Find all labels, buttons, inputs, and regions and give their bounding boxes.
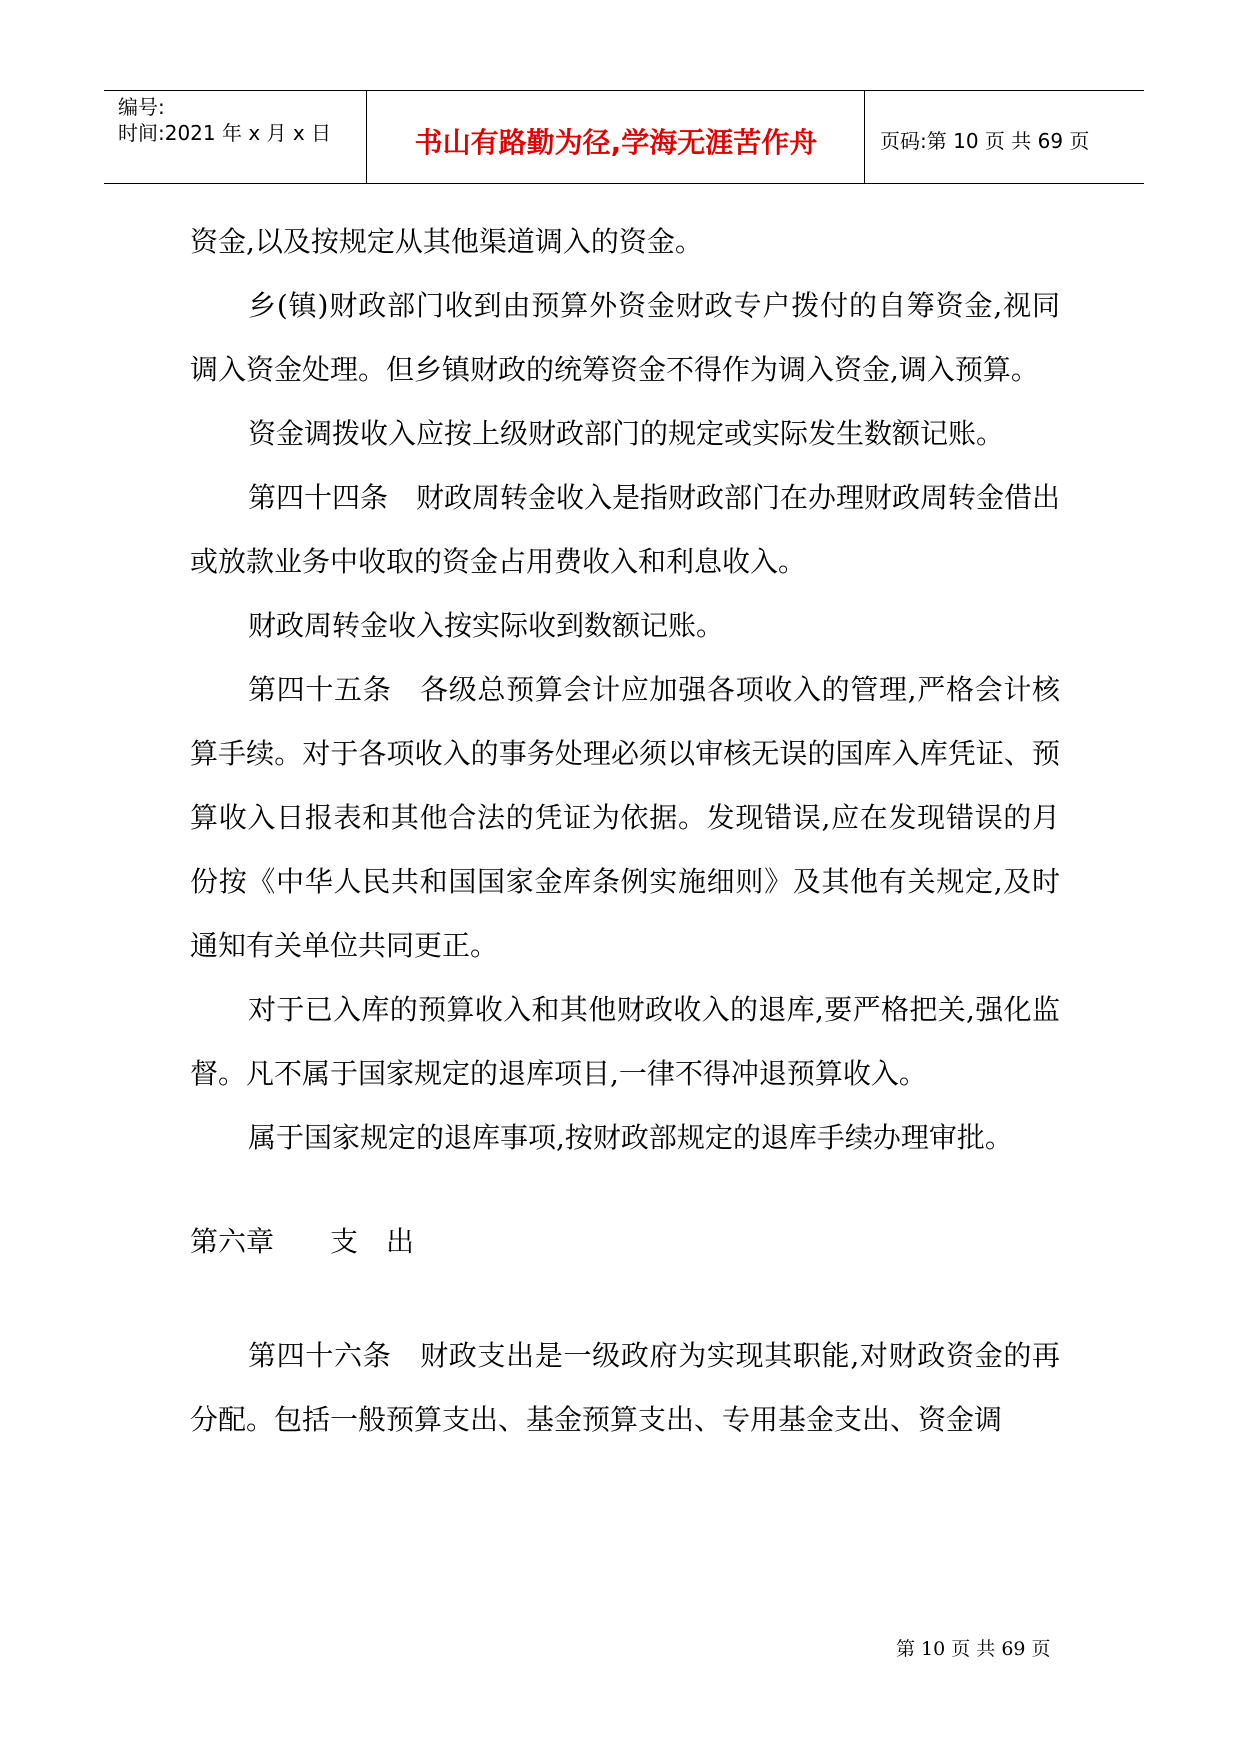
- paragraph: 对于已入库的预算收入和其他财政收入的退库,要严格把关,强化监督。凡不属于国家规定的退库项目,一律不得冲退预算收入。: [190, 993, 1060, 1090]
- paragraph: 属于国家规定的退库事项,按财政部规定的退库手续办理审批。: [248, 1121, 1013, 1154]
- header-info-cell: [104, 91, 367, 183]
- article-46: 第四十六条 财政支出是一级政府为实现其职能,对财政资金的再分配。包括一般预算支出、基金预算支出、专用基金支出、资金调: [190, 1339, 1060, 1436]
- chapter-heading: 第六章 支 出: [190, 1225, 415, 1258]
- page-header: [104, 90, 1144, 184]
- paragraph: 资金,以及按规定从其他渠道调入的资金。: [190, 225, 703, 258]
- paragraph: 乡(镇)财政部门收到由预算外资金财政专户拨付的自筹资金,视同调入资金处理。但乡镇财政的统筹资金不得作为调入资金,调入预算。: [190, 289, 1060, 386]
- article-44: 第四十四条 财政周转金收入是指财政部门在办理财政周转金借出或放款业务中收取的资金占用费收入和利息收入。: [190, 481, 1061, 578]
- paragraph: 资金调拨收入应按上级财政部门的规定或实际发生数额记账。: [248, 417, 1005, 450]
- document-body: [190, 210, 1060, 1452]
- page-footer: 第 10 页 共 69 页: [896, 1638, 1051, 1660]
- header-page-number: 页码:第 10 页 共 69 页: [880, 129, 1090, 153]
- header-motto-cell: [368, 91, 865, 183]
- header-page-cell: [866, 91, 1144, 183]
- document-number-label: 编号:: [118, 95, 165, 119]
- document-time-label: 时间:2021 年 x 月 x 日: [118, 121, 332, 145]
- header-motto: 书山有路勤为径,学海无涯苦作舟: [414, 126, 818, 159]
- paragraph: 财政周转金收入按实际收到数额记账。: [248, 609, 725, 642]
- article-45: 第四十五条 各级总预算会计应加强各项收入的管理,严格会计核算手续。对于各项收入的事务处理必须以审核无误的国库入库凭证、预算收入日报表和其他合法的凭证为依据。发现错误,应在发现错误的月份按《中华人民共和国国家金库条例实施细则》及其他有关规定,及时通知有关单位共同更正。: [190, 673, 1060, 962]
